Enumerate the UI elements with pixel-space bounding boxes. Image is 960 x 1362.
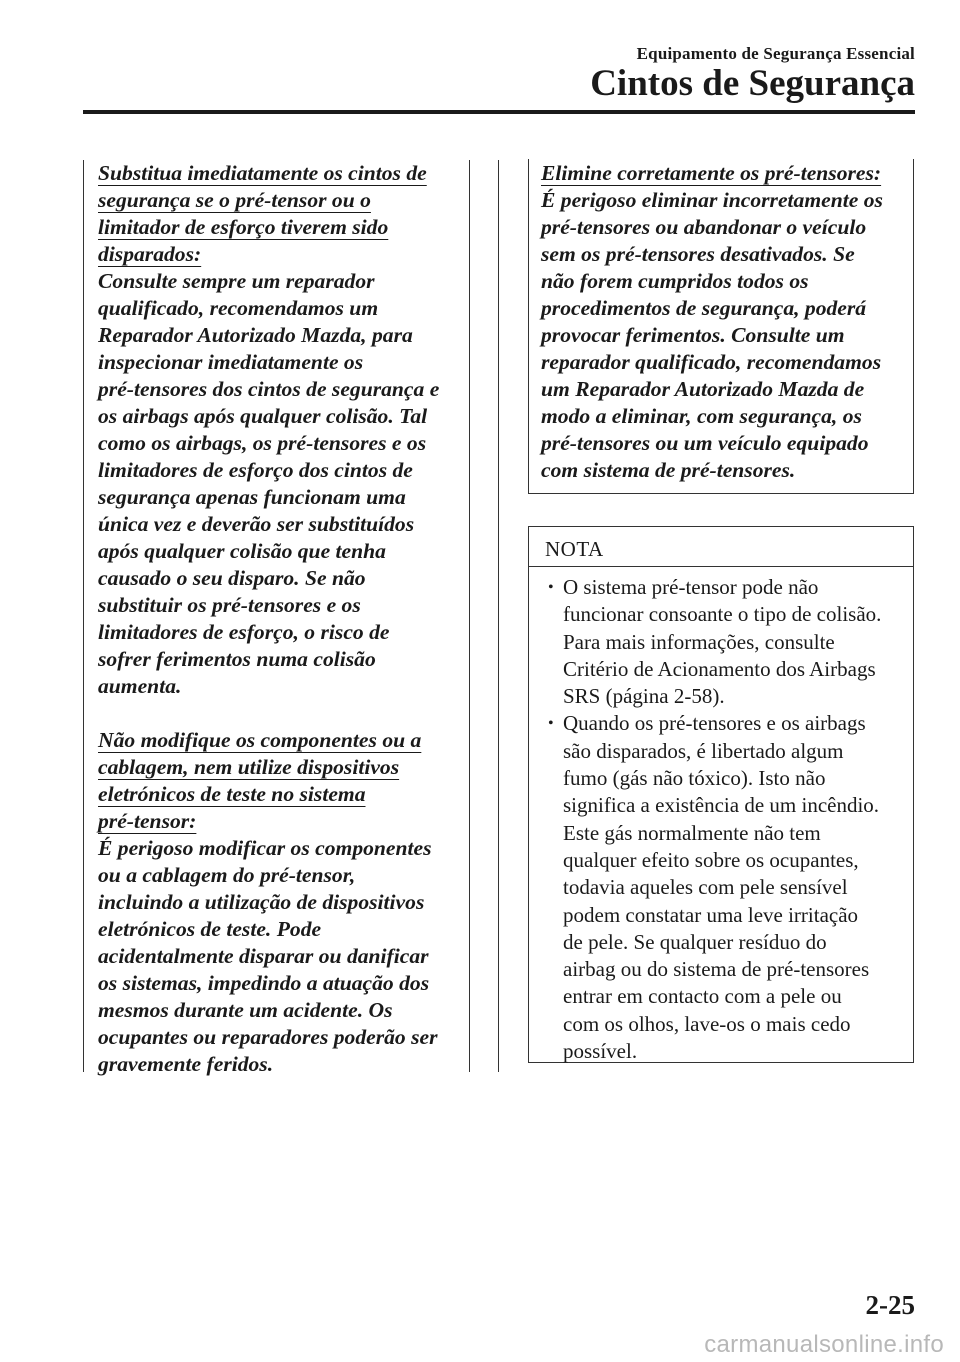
body-line: limitadores de esforço dos cintos de [98,458,413,482]
heading-line: limitador de esforço tiverem sido [98,215,389,239]
body-line: eletrónicos de teste. Pode [98,917,322,941]
body-line: única vez e deverão ser substituídos [98,512,415,536]
note-item [529,710,913,1065]
note-line: com os olhos, lave-os o mais cedo [563,1011,851,1036]
heading-line: segurança se o pré-tensor ou o [98,188,371,212]
body-line: segurança apenas funcionam uma [98,485,406,509]
body-line: pré-tensores ou abandonar o veículo [541,215,867,239]
note-item [529,574,913,710]
note-line: são disparados, é libertado algum [563,738,844,763]
note-line: todavia aqueles com pele sensível [563,875,848,900]
body-line: É perigoso modificar os componentes [98,836,432,860]
warning-disposal-box [528,159,914,494]
left-column [98,160,460,1078]
body-line: modo a eliminar, com segurança, os [541,404,862,428]
body-line: sofrer ferimentos numa colisão [98,647,376,671]
body-line: procedimentos de segurança, poderá [541,296,867,320]
warning-body [98,268,460,700]
body-line: os sistemas, impedindo a atuação dos [98,971,430,995]
note-line: possível. [563,1039,638,1064]
body-line: ou a cablagem do pré-tensor, [98,863,356,887]
body-line: um Reparador Autorizado Mazda de [541,377,865,401]
body-line: como os airbags, os pré-tensores e os [98,431,427,455]
column-divider-left [469,160,470,1072]
note-line: significa a existência de um incêndio. [563,793,880,818]
column-divider-right [498,160,499,1072]
bullet-icon: • [548,579,554,596]
note-line: fumo (gás não tóxico). Isto não [563,766,826,791]
warning-heading [98,727,460,835]
chapter-title: Cintos de Segurança [590,63,915,104]
body-line: acidentalmente disparar ou danificar [98,944,429,968]
note-list [529,567,913,1065]
site-watermark: carmanualsonline.info [704,1331,944,1358]
warning-heading [98,160,460,268]
body-line: sem os pré-tensores desativados. Se [541,242,855,266]
warning-do-not-modify [98,727,460,1078]
left-column-rule [83,160,84,1072]
note-line: Critério de Acionamento dos Airbags [563,656,876,681]
note-line: SRS (página 2-58). [563,684,725,709]
note-line: Quando os pré-tensores e os airbags [563,711,866,736]
body-line: mesmos durante um acidente. Os [98,998,393,1022]
body-line: reparador qualificado, recomendamos [541,350,882,374]
warning-body [98,835,460,1078]
heading-line: Elimine corretamente os pré-tensores: [541,161,882,185]
heading-line: pré-tensor: [98,809,197,833]
note-line: O sistema pré-tensor pode não [563,575,819,599]
note-line: entrar em contacto com a pele ou [563,984,842,1009]
warning-body [541,187,911,484]
body-line: Reparador Autorizado Mazda, para [98,323,413,347]
note-line: de pele. Se qualquer resíduo do [563,929,827,954]
note-line: airbag ou do sistema de pré-tensores [563,957,870,982]
body-line: após qualquer colisão que tenha [98,539,386,563]
body-line: qualificado, recomendamos um [98,296,379,320]
note-line: funcionar consoante o tipo de colisão. [563,602,882,627]
warning-heading [541,160,911,187]
heading-line: eletrónicos de teste no sistema [98,782,366,806]
body-line: substituir os pré-tensores e os [98,593,361,617]
header-divider [83,110,915,114]
body-line: ocupantes ou reparadores poderão ser [98,1025,438,1049]
body-line: provocar ferimentos. Consulte um [541,323,845,347]
note-title: NOTA [529,527,913,567]
bullet-icon: • [548,715,554,733]
section-title: Equipamento de Segurança Essencial [636,44,915,63]
body-line: pré-tensores ou um veículo equipado [541,431,869,455]
warning-replace-belts [98,160,460,700]
heading-line: disparados: [98,242,202,266]
heading-line: Não modifique os componentes ou a [98,728,422,752]
body-line: não forem cumpridos todos os [541,269,809,293]
body-line: limitadores de esforço, o risco de [98,620,390,644]
body-line: inspecionar imediatamente os [98,350,364,374]
page-number: 2-25 [865,1290,915,1320]
body-line: É perigoso eliminar incorretamente os [541,188,883,212]
body-line: pré-tensores dos cintos de segurança e [98,377,440,401]
body-line: gravemente feridos. [98,1052,274,1076]
note-line: qualquer efeito sobre os ocupantes, [563,847,859,872]
heading-line: cablagem, nem utilize dispositivos [98,755,400,779]
note-line: Para mais informações, consulte [563,629,835,654]
note-line: Este gás normalmente não tem [563,820,821,845]
body-line: incluindo a utilização de dispositivos [98,890,425,914]
body-line: causado o seu disparo. Se não [98,566,366,590]
body-line: aumenta. [98,674,182,698]
body-line: com sistema de pré-tensores. [541,458,796,482]
heading-line: Substitua imediatamente os cintos de [98,161,427,185]
note-box [528,526,914,1063]
warning-dispose-pretensioners [541,160,911,484]
body-line: Consulte sempre um reparador [98,269,375,293]
body-line: os airbags após qualquer colisão. Tal [98,404,428,428]
note-line: podem constatar uma leve irritação [563,902,859,927]
